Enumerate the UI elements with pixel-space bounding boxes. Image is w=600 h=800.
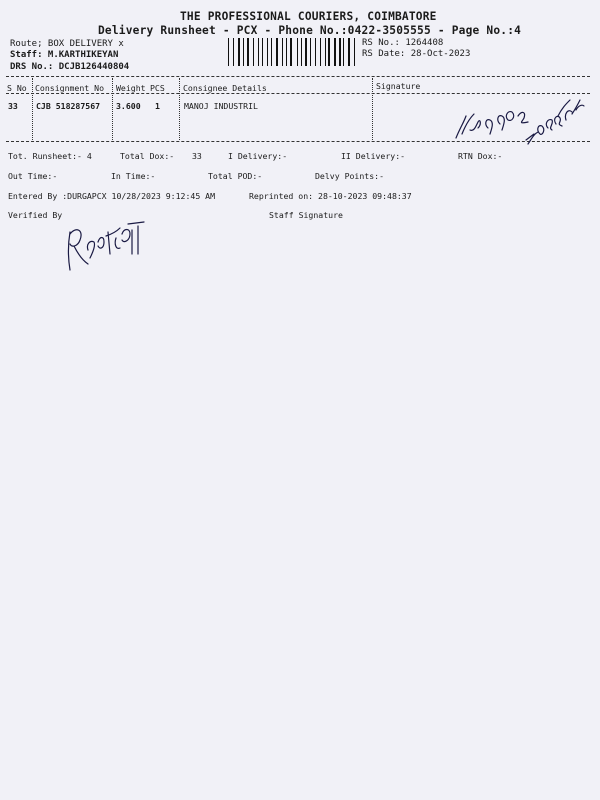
barcode-bar: [246, 38, 247, 66]
barcode-bar: [301, 38, 302, 66]
col-divider: [179, 78, 180, 140]
ii-delivery: II Delivery:-: [341, 151, 406, 161]
total-dox-label: Total Dox:-: [120, 151, 175, 161]
barcode-bar: [325, 38, 326, 66]
rs-date: RS Date: 28-Oct-2023: [362, 49, 471, 59]
barcode-bar: [322, 38, 323, 66]
barcode-bar: [289, 38, 290, 66]
cell-consignee: MANOJ INDUSTRIL: [184, 101, 258, 111]
barcode-bar: [332, 38, 333, 66]
cell-weight: 3.600: [116, 101, 141, 111]
barcode-bar: [262, 38, 263, 66]
col-divider: [112, 78, 113, 140]
total-dox-value: 33: [192, 151, 202, 161]
barcode: [228, 38, 358, 66]
drs-number: DRS No.: DCJB126440804: [10, 62, 130, 72]
barcode-bar: [303, 38, 304, 66]
barcode-bar: [308, 38, 309, 66]
verified-by: Verified By: [8, 210, 63, 220]
barcode-bar: [320, 38, 321, 66]
col-divider: [372, 78, 373, 140]
barcode-bar: [298, 38, 299, 66]
verifier-signature: [60, 214, 156, 276]
barcode-bar: [228, 38, 229, 66]
i-delivery: I Delivery:-: [228, 151, 288, 161]
barcode-bar: [238, 38, 240, 66]
barcode-bar: [269, 38, 270, 66]
col-divider: [32, 78, 33, 140]
barcode-bar: [235, 38, 236, 66]
delvy-points: Delvy Points:-: [315, 171, 385, 181]
barcode-bar: [279, 38, 280, 66]
barcode-bar: [328, 38, 330, 66]
barcode-bar: [348, 38, 350, 66]
barcode-bar: [346, 38, 347, 66]
col-header-consignment: Consignment No: [35, 83, 105, 93]
barcode-bar: [241, 38, 242, 66]
delivery-signature: [448, 94, 594, 154]
barcode-bar: [342, 38, 343, 66]
barcode-bar: [290, 38, 291, 66]
cell-sno: 33: [8, 101, 18, 111]
route-label: Route; BOX DELIVERY x: [10, 39, 124, 49]
barcode-bar: [339, 38, 340, 66]
rs-number: RS No.: 1264408: [362, 38, 444, 48]
rtn-dox: RTN Dox:-: [458, 151, 503, 161]
col-header-consignee: Consignee Details: [183, 83, 267, 93]
barcode-bar: [274, 38, 275, 66]
barcode-bar: [334, 38, 335, 66]
barcode-bar: [276, 38, 278, 66]
cell-consignment: CJB 518287567: [36, 101, 101, 111]
barcode-bar: [258, 38, 259, 66]
tot-runsheet: Tot. Runsheet:- 4: [8, 151, 92, 161]
barcode-bar: [267, 38, 268, 66]
col-header-sno: S No: [7, 83, 27, 93]
barcode-bar: [312, 38, 314, 66]
barcode-bar: [310, 38, 311, 66]
cell-pcs: 1: [155, 101, 160, 111]
runsheet-subtitle: Delivery Runsheet - PCX - Phone No.:0422-3505555 - Page No.:4: [98, 24, 522, 37]
barcode-bar: [293, 38, 295, 66]
barcode-bar: [233, 38, 234, 66]
barcode-bar: [260, 38, 261, 66]
barcode-bar: [282, 38, 283, 66]
barcode-bar: [337, 38, 338, 66]
total-pod: Total POD:-: [208, 171, 263, 181]
barcode-bar: [327, 38, 328, 66]
col-header-pcs: PCS: [150, 83, 165, 93]
barcode-bar: [243, 38, 244, 66]
barcode-bar: [255, 38, 257, 66]
barcode-bar: [315, 38, 316, 66]
barcode-bar: [247, 38, 248, 66]
out-time: Out Time:-: [8, 171, 58, 181]
reprinted-on: Reprinted on: 28-10-2023 09:48:37: [249, 191, 412, 201]
barcode-bar: [231, 38, 232, 66]
barcode-bar: [305, 38, 306, 66]
barcode-bar: [271, 38, 272, 66]
barcode-bar: [297, 38, 298, 66]
staff-label: Staff: M.KARTHIKEYAN: [10, 50, 119, 60]
barcode-bar: [343, 38, 344, 66]
col-header-weight: Weight: [116, 83, 146, 93]
entered-by: Entered By :DURGAPCX 10/28/2023 9:12:45 AM: [8, 191, 216, 201]
barcode-bar: [318, 38, 319, 66]
company-title: THE PROFESSIONAL COURIERS, COIMBATORE: [180, 10, 437, 23]
barcode-bar: [253, 38, 254, 66]
staff-signature-label: Staff Signature: [269, 210, 343, 220]
col-header-signature: Signature: [376, 81, 421, 91]
barcode-bar: [286, 38, 287, 66]
barcode-bar: [264, 38, 265, 66]
barcode-bar: [351, 38, 352, 66]
barcode-bar: [356, 38, 357, 66]
barcode-bar: [354, 38, 355, 66]
table-top-rule: [6, 76, 590, 77]
barcode-bar: [250, 38, 251, 66]
barcode-bar: [284, 38, 285, 66]
in-time: In Time:-: [111, 171, 156, 181]
